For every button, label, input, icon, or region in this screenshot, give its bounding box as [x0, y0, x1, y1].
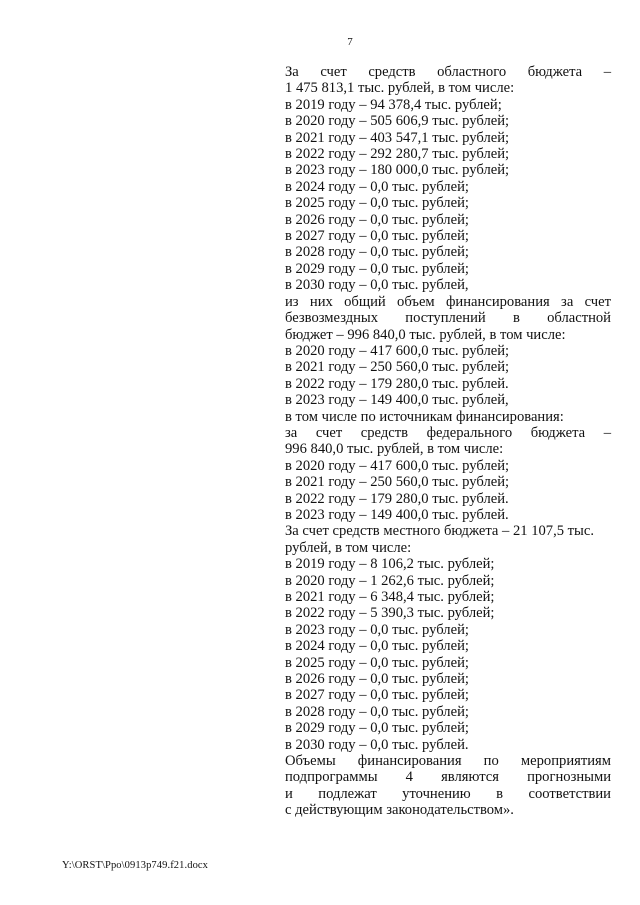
text-line: в 2020 году – 505 606,9 тыс. рублей; [285, 113, 510, 130]
text-line: в 2020 году – 1 262,6 тыс. рублей; [285, 572, 495, 589]
text-line: в 2019 году – 94 378,4 тыс. рублей; [285, 96, 502, 113]
text-line: в 2021 году – 6 348,4 тыс. рублей; [285, 589, 495, 605]
text-line: в 2026 году – 0,0 тыс. рублей; [285, 671, 469, 688]
text-line: с действующим законодательством». [285, 802, 514, 819]
text-line: в 2023 году – 149 400,0 тыс. рублей, [285, 392, 509, 409]
text-line: в 2022 году – 5 390,3 тыс. рублей; [285, 605, 495, 622]
text-line: в 2030 году – 0,0 тыс. рублей, [285, 277, 469, 294]
text-line: в 2024 году – 0,0 тыс. рублей; [285, 178, 469, 195]
text-line: в 2025 году – 0,0 тыс. рублей; [285, 654, 469, 671]
text-line: в 2027 году – 0,0 тыс. рублей; [285, 687, 469, 704]
text-line: в 2028 году – 0,0 тыс. рублей; [285, 244, 469, 261]
text-line: из них общий объем финансирования за счет [285, 293, 611, 310]
text-line: безвозмездных поступлений в областной [285, 310, 611, 327]
text-line: в 2021 году – 250 560,0 тыс. рублей; [285, 359, 510, 376]
text-line: в том числе по источникам финансирования: [285, 408, 564, 425]
text-line: в 2021 году – 403 547,1 тыс. рублей; [285, 129, 510, 146]
text-line: в 2020 году – 417 600,0 тыс. рублей; [285, 342, 510, 359]
text-line: в 2022 году – 179 280,0 тыс. рублей. [285, 375, 509, 392]
document-body [285, 64, 611, 819]
text-line: в 2021 году – 250 560,0 тыс. рублей; [285, 474, 510, 491]
text-line: в 2020 году – 417 600,0 тыс. рублей; [285, 457, 510, 474]
text-line: 996 840,0 тыс. рублей, в том числе: [285, 441, 504, 458]
text-line: рублей, в том числе: [285, 539, 412, 556]
text-line: в 2023 году – 180 000,0 тыс. рублей; [285, 162, 510, 179]
text-line: в 2024 году – 0,0 тыс. рублей; [285, 638, 469, 655]
text-line: в 2022 году – 292 280,7 тыс. рублей; [285, 146, 510, 163]
text-line: в 2019 году – 8 106,2 тыс. рублей; [285, 556, 495, 573]
text-line: в 2022 году – 179 280,0 тыс. рублей. [285, 490, 509, 507]
text-line: 1 475 813,1 тыс. рублей, в том числе: [285, 80, 515, 97]
text-line: в 2026 году – 0,0 тыс. рублей; [285, 211, 469, 228]
text-line: За счет средств местного бюджета – 21 107,5 тыс. [285, 523, 594, 540]
text-line: подпрограммы 4 являются прогнозными [285, 769, 611, 786]
text-line: в 2025 году – 0,0 тыс. рублей; [285, 195, 469, 212]
text-line: и подлежат уточнению в соответствии [285, 785, 611, 802]
text-line: в 2029 году – 0,0 тыс. рублей; [285, 260, 469, 277]
text-line: в 2027 году – 0,0 тыс. рублей; [285, 228, 469, 245]
text-line: в 2029 году – 0,0 тыс. рублей; [285, 720, 469, 737]
text-line: в 2028 году – 0,0 тыс. рублей; [285, 703, 469, 720]
page-number: 7 [347, 36, 353, 48]
text-line: бюджет – 996 840,0 тыс. рублей, в том числе: [285, 326, 566, 343]
text-line: в 2030 году – 0,0 тыс. рублей. [285, 736, 469, 753]
file-path-footer: Y:\ORST\Ppo\0913p749.f21.docx [62, 860, 209, 871]
text-line: в 2023 году – 149 400,0 тыс. рублей. [285, 506, 509, 523]
text-line: За счет средств областного бюджета – [285, 64, 611, 80]
text-line: Объемы финансирования по мероприятиям [285, 753, 611, 770]
text-line: за счет средств федерального бюджета – [285, 424, 611, 441]
text-line: в 2023 году – 0,0 тыс. рублей; [285, 621, 469, 638]
